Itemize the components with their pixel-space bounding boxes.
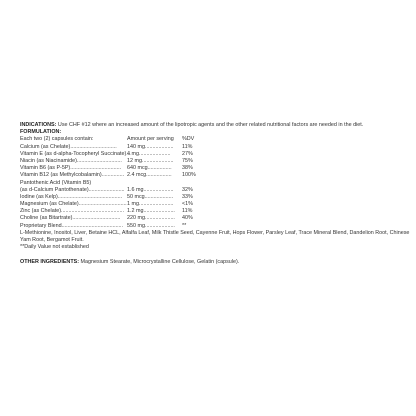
ingredient-amount: 12 mg.....................: [127, 157, 174, 164]
section-spacer: [20, 251, 410, 258]
formulation-heading: FORMULATION:: [20, 129, 62, 136]
ingredient-amount: 550 mg....................: [127, 222, 175, 229]
ingredient-row: [20, 201, 410, 208]
ingredient-row: [20, 223, 410, 230]
ingredient-row: [20, 165, 410, 172]
ingredient-amount: 140 mg...................: [127, 143, 174, 150]
indications-text: Use CHF #12 where an increased amount of the lipotropic agents and the other related nutritional factors are needed in the diet.: [56, 122, 364, 128]
ingredient-name: Vitamin B6 (as P-5P)..................................: [20, 165, 122, 172]
ingredient-row: [20, 172, 410, 179]
ingredient-dv: 40%: [182, 215, 193, 222]
ingredient-amount: 50 mcg...................: [127, 193, 174, 200]
other-ingredients-label: OTHER INGREDIENTS:: [20, 258, 79, 265]
ingredient-dv: 38%: [182, 165, 193, 172]
ingredient-dv: 100%: [182, 172, 196, 179]
indications-label: INDICATIONS:: [20, 122, 57, 128]
ingredient-amount: 1.6 mg....................: [127, 186, 174, 193]
ingredient-amount: 640 mcg................: [127, 165, 172, 172]
ingredient-amount: 220 mg....................: [127, 215, 175, 222]
ingredient-dv: 11%: [182, 208, 193, 215]
ingredient-row: [20, 144, 410, 151]
header-amount: Amount per serving: [127, 136, 174, 143]
ingredient-name: Niacin (as Niacinamide)..............................: [20, 157, 122, 164]
other-ingredients-text: Magnesium Stearate, Microcrystalline Cellulose, Gelatin (capsule).: [79, 258, 240, 265]
ingredient-row: [20, 187, 410, 194]
ingredient-name: Proprietary Blend.........................................: [20, 222, 124, 229]
ingredient-dv: 75%: [182, 157, 193, 164]
ingredient-row: [20, 215, 410, 222]
header-dv: %DV: [182, 136, 195, 143]
formulation-header-row: [20, 136, 410, 143]
supplement-label: [20, 122, 410, 266]
daily-value-footnote: **Daily Value not established: [20, 244, 89, 251]
ingredient-name: Vitamin B12 (as Methylcobalamin)...............: [20, 172, 125, 179]
ingredient-name: Pantothenic Acid (Vitamin B5): [20, 179, 92, 186]
ingredient-dv: **: [182, 222, 187, 229]
ingredient-dv: 11%: [182, 143, 193, 150]
ingredient-dv: 32%: [182, 186, 193, 193]
ingredient-amount: 4 mg.....................: [127, 150, 171, 157]
ingredient-name: Vitamin E (as d-alpha-Tocopheryl Succinate)...: [20, 150, 131, 157]
ingredient-row: [20, 158, 410, 165]
ingredient-amount: 1.2 mg.....................: [127, 208, 175, 215]
ingredient-name: Iodine (as Kelp)...........................................: [20, 193, 123, 200]
ingredient-name: Calcium (as Chelate)...............................: [20, 143, 117, 150]
header-serving: Each two (2) capsules contain:: [20, 136, 94, 143]
ingredient-row: [20, 208, 410, 215]
other-ingredients-paragraph: [20, 259, 410, 266]
indications-paragraph: [20, 122, 410, 129]
ingredient-name: Choline (as Bitartrate)................................: [20, 215, 121, 222]
proprietary-blend-list: L-Methionine, Inositol, Liver, Betaine HCL, Alfalfa Leaf, Milk Thistle Seed, Cayenne Fruit, Hops Flower, Parsley Leaf, Trace Mineral Blend, Dandelion Root, Chinese Yam Root, Bergamot Fruit.: [20, 229, 410, 244]
ingredient-name: Zinc (as Chelate)..........................................: [20, 208, 124, 215]
ingredient-amount: 2.4 mcg.................: [127, 172, 172, 179]
ingredient-amount: 1 mg.......................: [127, 201, 174, 208]
ingredient-dv: <1%: [182, 201, 193, 208]
ingredient-row: [20, 180, 410, 187]
ingredient-row: [20, 194, 410, 201]
ingredient-row: [20, 151, 410, 158]
ingredient-dv: 27%: [182, 150, 193, 157]
ingredient-name: Magnesium (as Chelate)................................: [20, 201, 127, 208]
ingredient-dv: 33%: [182, 193, 193, 200]
ingredient-name: (as d-Calcium Pantothenate)........................: [20, 186, 125, 193]
